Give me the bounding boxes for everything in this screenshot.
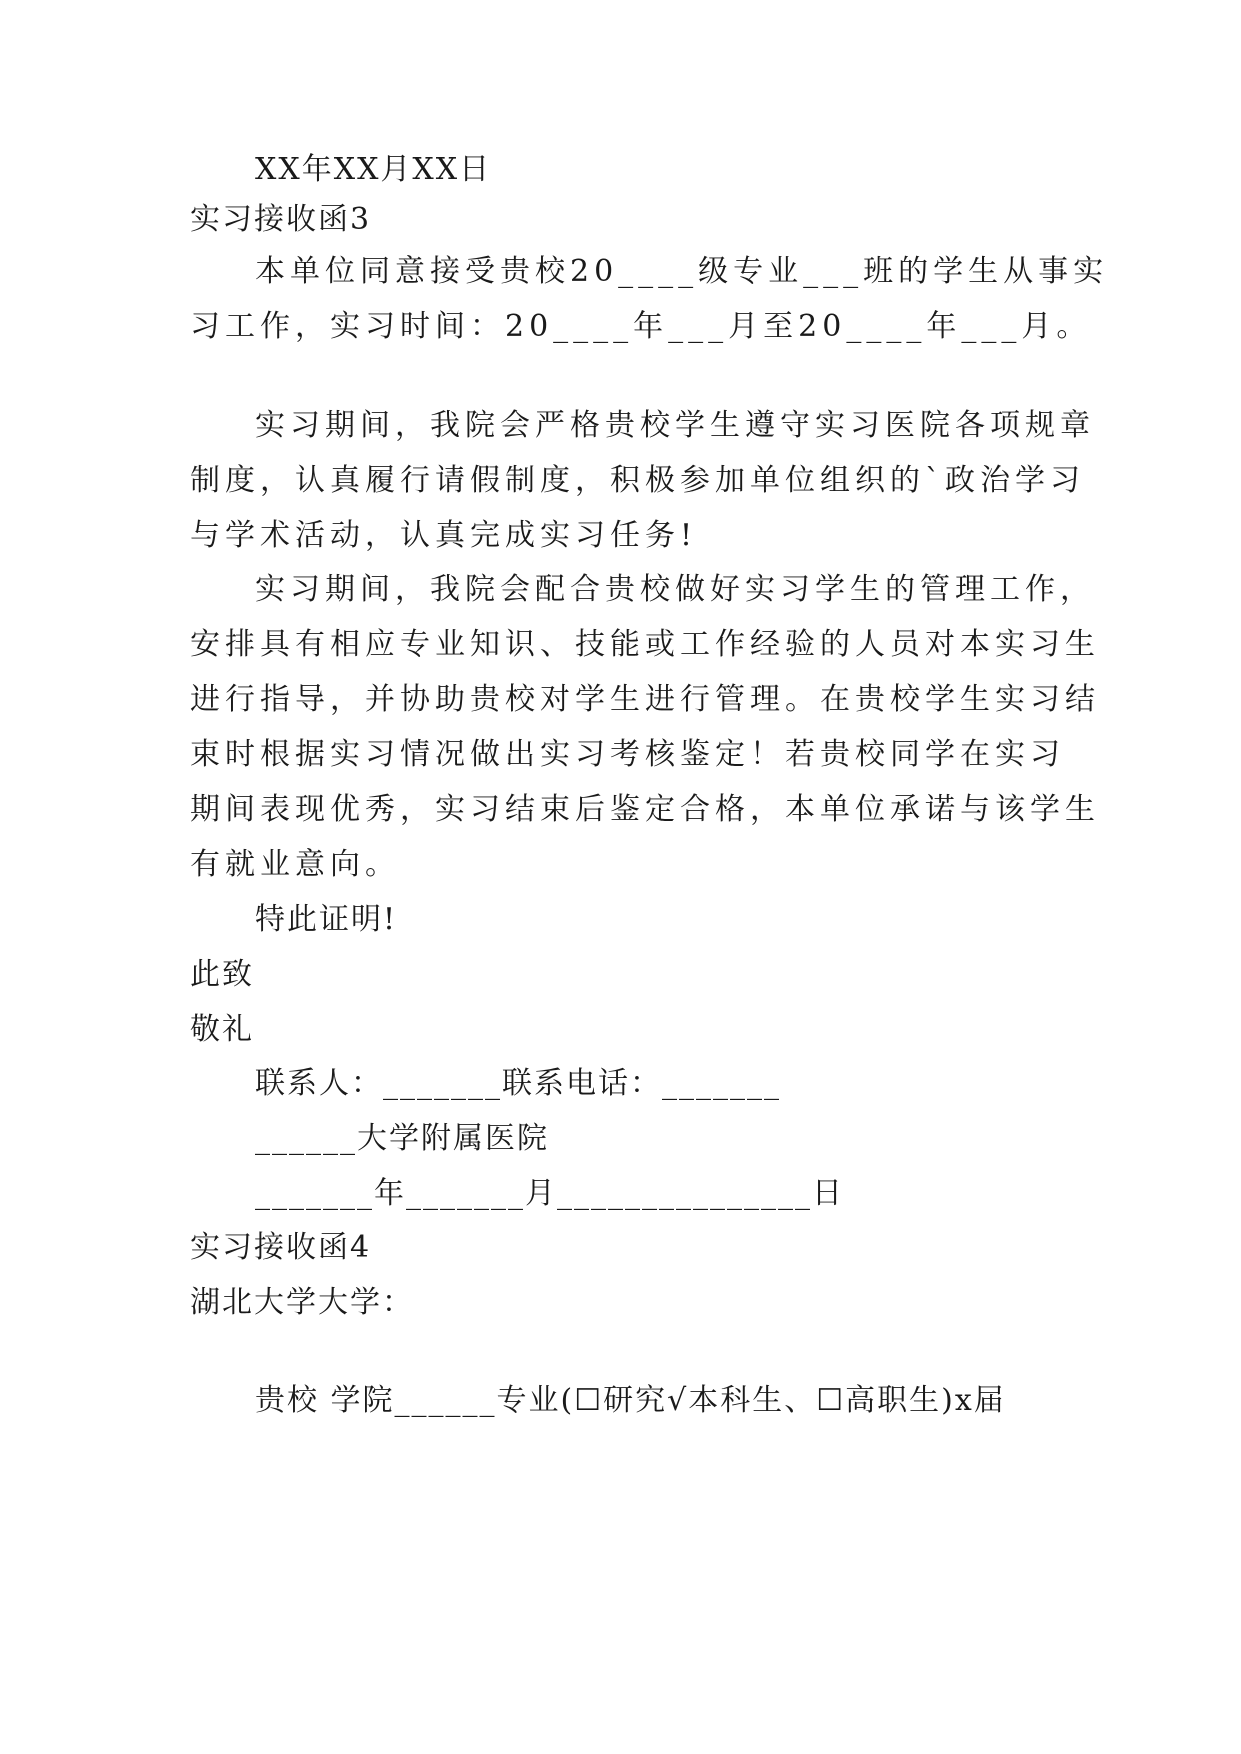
letter3-para3-line6: 有就业意向。 <box>190 847 400 882</box>
letter3-para2-line2: 制度，认真履行请假制度，积极参加单位组织的`政治学习 <box>190 463 1085 498</box>
contact-line: 联系人：_______联系电话：_______ <box>255 1066 781 1101</box>
closing-line1: 此致 <box>190 957 254 992</box>
certify-line: 特此证明! <box>255 902 398 937</box>
letter3-para3-line5: 期间表现优秀，实习结束后鉴定合格，本单位承诺与该学生 <box>190 792 1100 827</box>
date-line: XX年XX月XX日 <box>255 152 492 187</box>
hospital-line: ______大学附属医院 <box>255 1121 549 1156</box>
letter4-para1-line1: 贵校 学院______专业(☐研究√本科生、☐高职生)x届 <box>255 1383 1006 1418</box>
closing-line2: 敬礼 <box>190 1012 254 1047</box>
letter3-para3-line3: 进行指导，并协助贵校对学生进行管理。在贵校学生实习结 <box>190 682 1100 717</box>
letter4-heading: 实习接收函4 <box>190 1230 372 1265</box>
letter4-salutation: 湖北大学大学： <box>190 1285 414 1320</box>
letter3-para1-line1: 本单位同意接受贵校20____级专业___班的学生从事实 <box>255 254 1109 289</box>
letter3-heading: 实习接收函3 <box>190 202 372 237</box>
letter3-para3-line1: 实习期间，我院会配合贵校做好实习学生的管理工作， <box>255 572 1095 607</box>
letter3-para3-line2: 安排具有相应专业知识、技能或工作经验的人员对本实习生 <box>190 627 1100 662</box>
letter3-para2-line3: 与学术活动，认真完成实习任务! <box>190 518 698 553</box>
letter3-para3-line4: 束时根据实习情况做出实习考核鉴定！若贵校同学在实习 <box>190 737 1065 772</box>
sign-date-line: _______年_______月_______________日 <box>255 1176 844 1211</box>
letter3-para1-line2: 习工作，实习时间：20____年___月至20____年___月。 <box>190 309 1092 344</box>
letter3-para2-line1: 实习期间，我院会严格贵校学生遵守实习医院各项规章 <box>255 408 1095 443</box>
